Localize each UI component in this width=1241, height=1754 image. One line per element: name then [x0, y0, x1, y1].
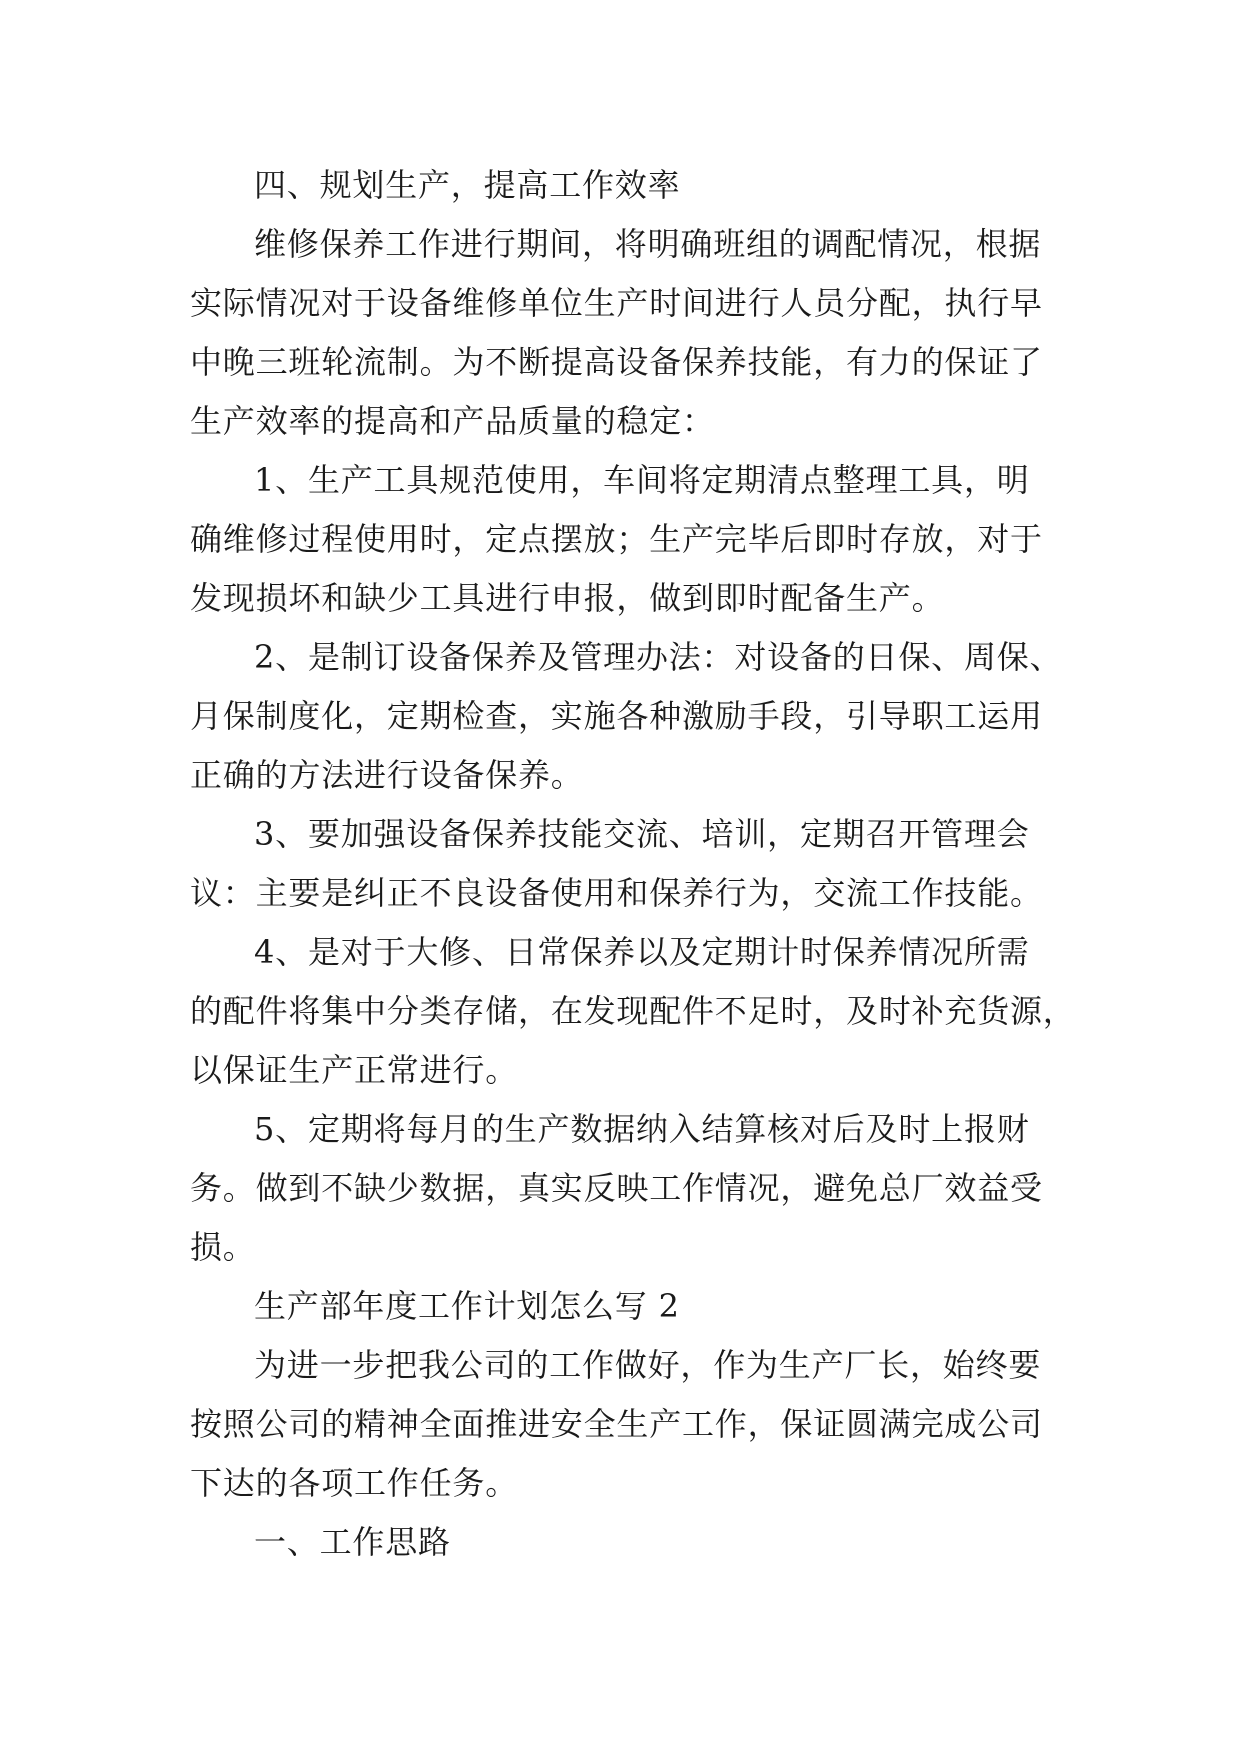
text-line: 生产效率的提高和产品质量的稳定：	[190, 402, 715, 440]
text-line: 按照公司的精神全面推进安全生产工作，保证圆满完成公司	[190, 1405, 1043, 1443]
text-line: 生产部年度工作计划怎么写 2	[254, 1287, 680, 1325]
list-item	[190, 1100, 1060, 1277]
text-line: 实际情况对于设备维修单位生产时间进行人员分配，执行早	[190, 284, 1043, 322]
text-line: 3、要加强设备保养技能交流、培训，定期召开管理会	[254, 815, 1030, 853]
text-line: 务。做到不缺少数据，真实反映工作情况，避免总厂效益受	[190, 1169, 1043, 1207]
text-line: 1、生产工具规范使用，车间将定期清点整理工具，明	[254, 461, 1030, 499]
list-item	[190, 451, 1060, 628]
paragraph	[190, 1336, 1060, 1513]
text-line: 的配件将集中分类存储，在发现配件不足时，及时补充货源，	[190, 992, 1076, 1030]
text-line: 中晚三班轮流制。为不断提高设备保养技能，有力的保证了	[190, 343, 1043, 381]
text-line: 四、规划生产，提高工作效率	[254, 166, 681, 204]
text-line: 以保证生产正常进行。	[190, 1051, 519, 1089]
text-line: 维修保养工作进行期间，将明确班组的调配情况，根据	[254, 225, 1042, 263]
text-line: 月保制度化，定期检查，实施各种激励手段，引导职工运用	[190, 697, 1043, 735]
text-line: 发现损坏和缺少工具进行申报，做到即时配备生产。	[190, 579, 945, 617]
text-line: 5、定期将每月的生产数据纳入结算核对后及时上报财	[254, 1110, 1030, 1148]
text-line: 损。	[190, 1228, 256, 1266]
list-item	[190, 628, 1063, 805]
paragraph	[190, 215, 1060, 451]
section-heading	[190, 1513, 1060, 1572]
text-line: 下达的各项工作任务。	[190, 1464, 519, 1502]
text-line: 一、工作思路	[254, 1523, 451, 1561]
document-body	[190, 156, 1076, 1572]
text-line: 议：主要是纠正不良设备使用和保养行为，交流工作技能。	[190, 874, 1043, 912]
text-line: 确维修过程使用时，定点摆放；生产完毕后即时存放，对于	[190, 520, 1043, 558]
text-line: 4、是对于大修、日常保养以及定期计时保养情况所需	[254, 933, 1030, 971]
section-title	[190, 1277, 1060, 1336]
section-heading	[190, 156, 1060, 215]
text-line: 正确的方法进行设备保养。	[190, 756, 584, 794]
text-line: 为进一步把我公司的工作做好，作为生产厂长，始终要	[254, 1346, 1042, 1384]
list-item	[190, 805, 1060, 923]
list-item	[190, 923, 1076, 1100]
text-line: 2、是制订设备保养及管理办法：对设备的日保、周保、	[254, 638, 1063, 676]
